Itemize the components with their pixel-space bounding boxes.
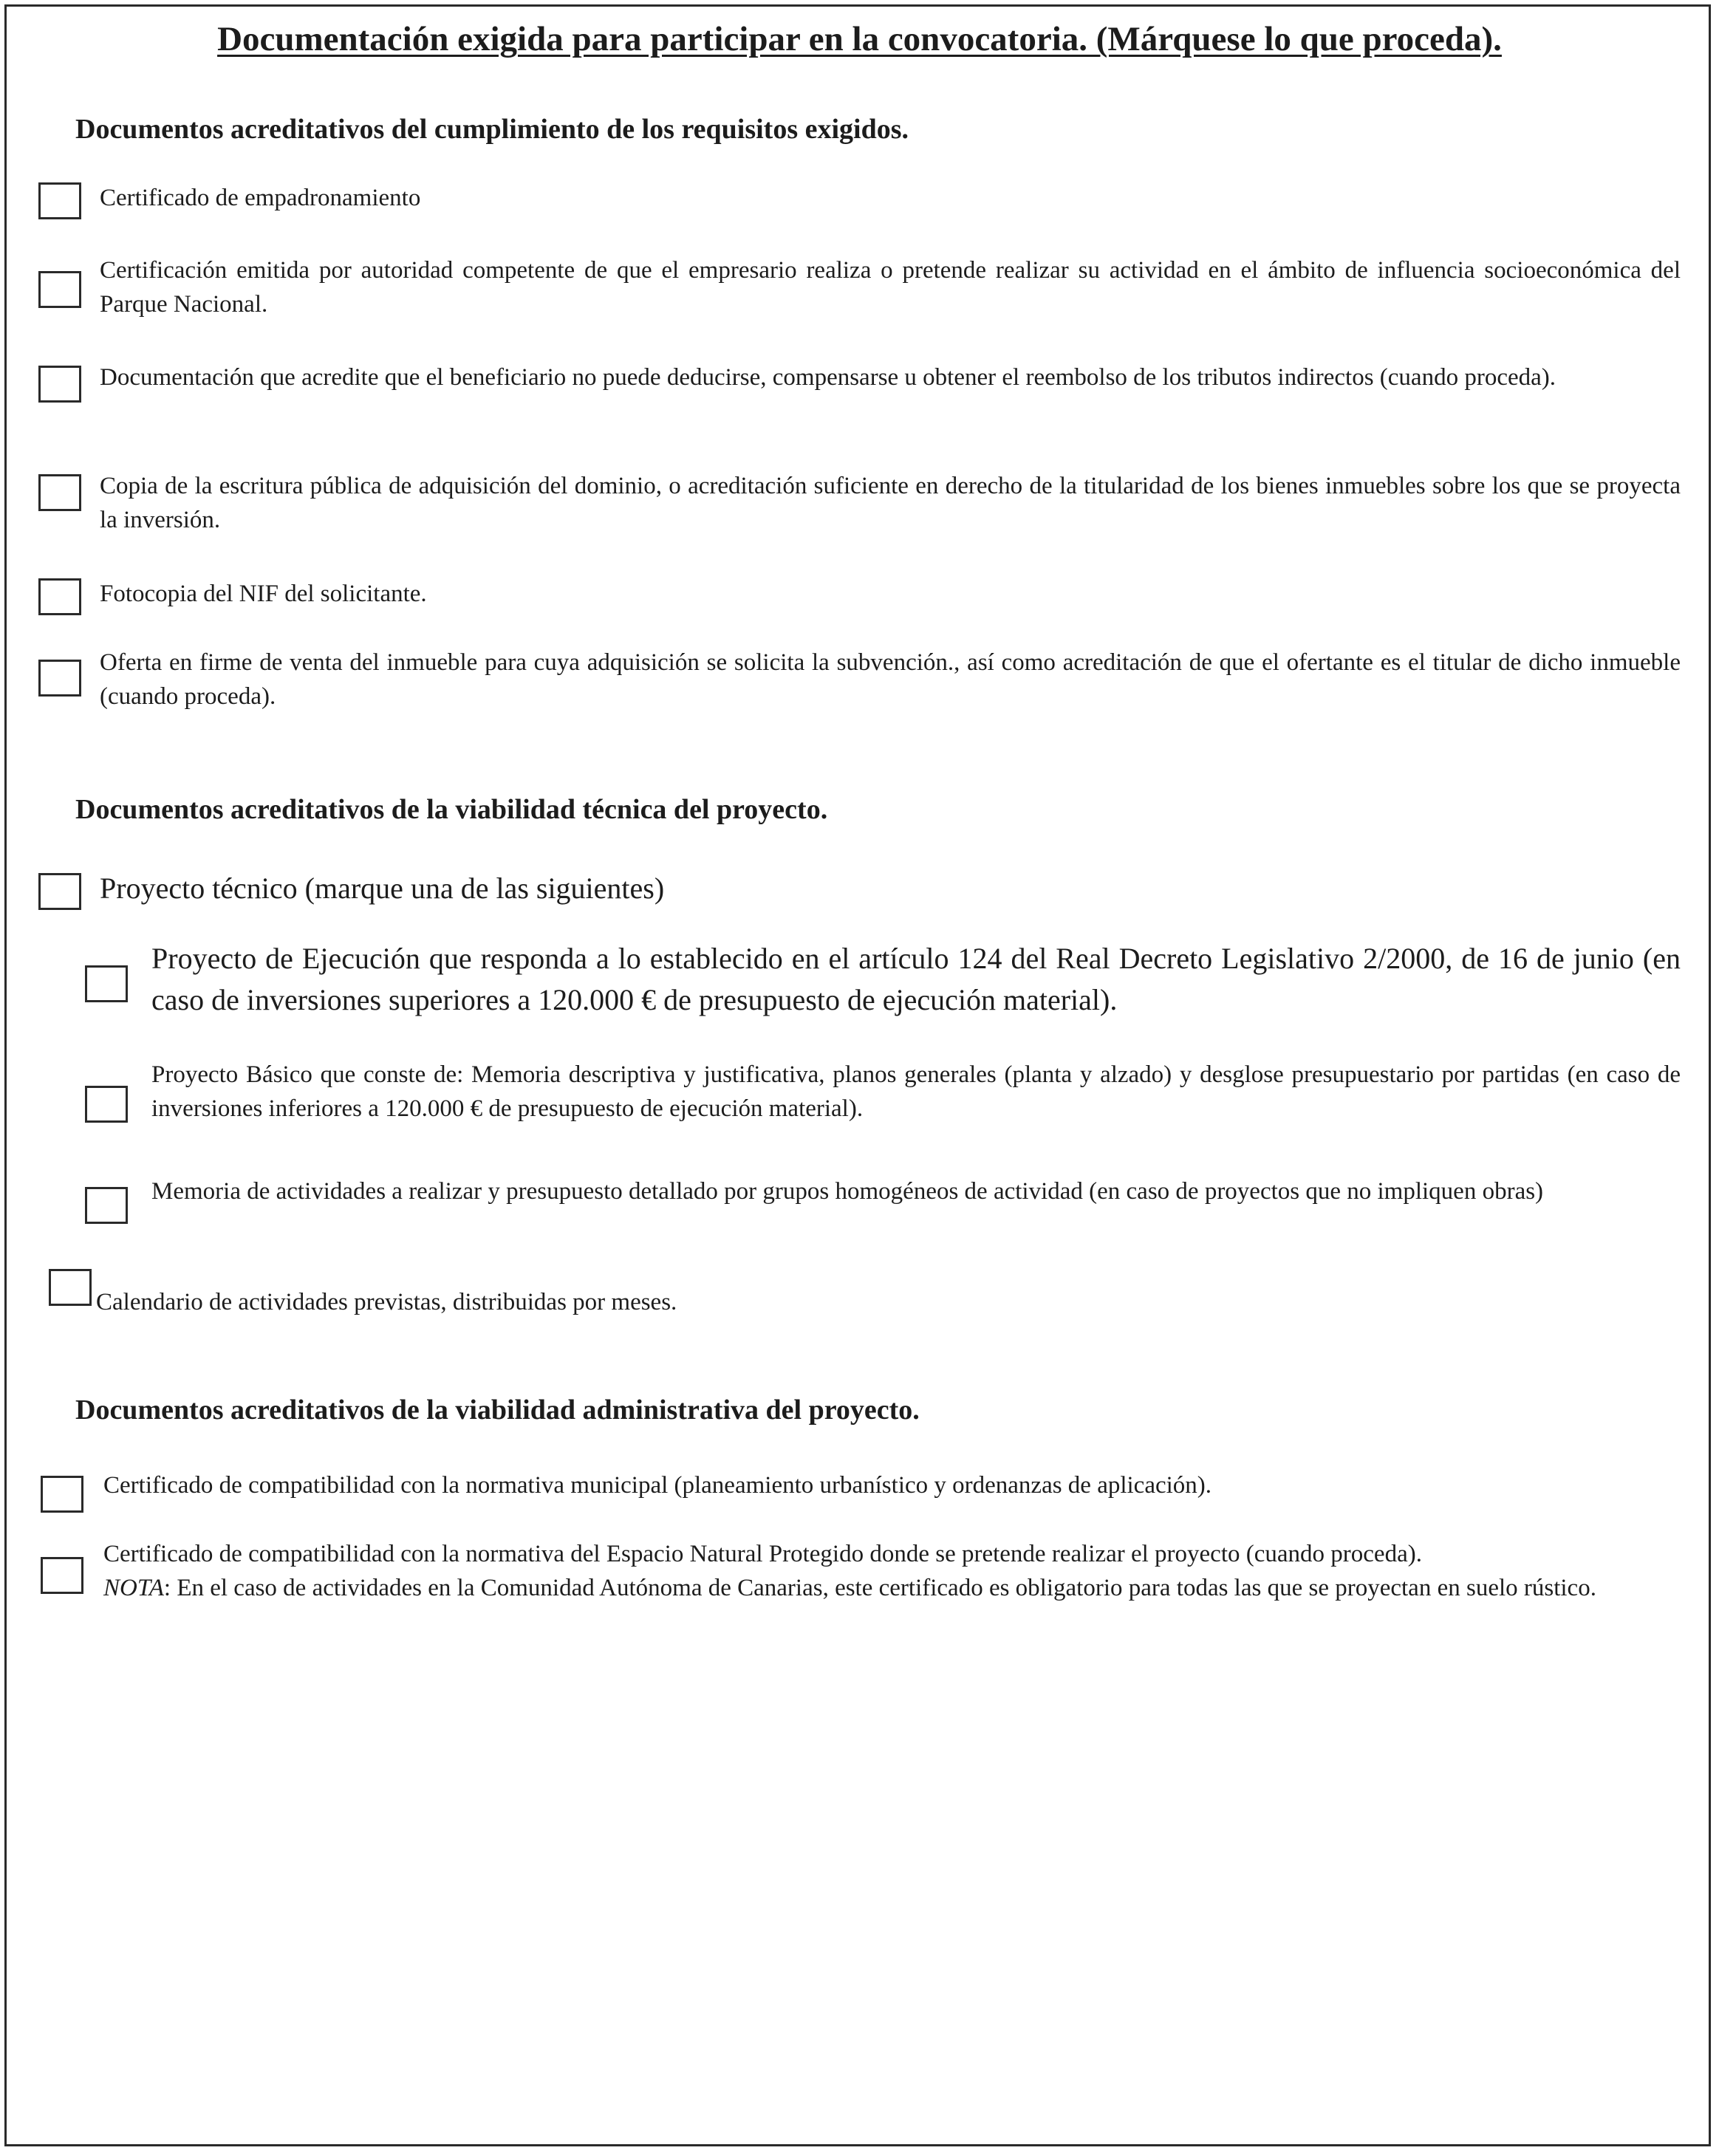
item-compatibilidad-espacio-natural-text: Certificado de compatibilidad con la normativa del Espacio Natural Protegido donde se pretende realizar el proyecto (cuando proceda). <box>103 1541 1422 1567</box>
item-documentacion-tributos: Documentación que acredite que el beneficiario no puede deducirse, compensarse u obtener el reembolso de los tributos indirectos (cuando proceda). <box>100 364 1556 391</box>
item-fotocopia-nif: Fotocopia del NIF del solicitante. <box>100 581 427 607</box>
note-label: NOTA <box>103 1575 164 1601</box>
page-title: Documentación exigida para participar en la convocatoria. (Márquese lo que proceda). <box>217 20 1502 58</box>
item-oferta-venta: Oferta en firme de venta del inmueble para cuya adquisición se solicita la subvención., así como acreditación de que el ofertante es el titular de dicho inmueble (cuando proceda). <box>100 649 1681 710</box>
checkbox-escritura-publica[interactable] <box>38 474 81 511</box>
checkbox-proyecto-ejecucion[interactable] <box>85 965 128 1002</box>
checkbox-calendario-actividades[interactable] <box>49 1269 92 1306</box>
checkbox-oferta-venta[interactable] <box>38 660 81 697</box>
item-proyecto-tecnico: Proyecto técnico (marque una de las siguientes) <box>100 872 665 905</box>
item-certificacion-autoridad: Certificación emitida por autoridad competente de que el empresario realiza o pretende realizar su actividad en el ámbito de influencia socioeconómica del Parque Nacional. <box>100 257 1681 318</box>
checkbox-compatibilidad-espacio-natural[interactable] <box>41 1557 83 1594</box>
checkbox-fotocopia-nif[interactable] <box>38 578 81 615</box>
checkbox-proyecto-basico[interactable] <box>85 1086 128 1123</box>
section-heading-viabilidad-tecnica: Documentos acreditativos de la viabilidad técnica del proyecto. <box>75 794 828 825</box>
checkbox-memoria-actividades[interactable] <box>85 1187 128 1224</box>
checkbox-compatibilidad-municipal[interactable] <box>41 1476 83 1513</box>
item-calendario-actividades: Calendario de actividades previstas, distribuidas por meses. <box>96 1289 677 1315</box>
item-proyecto-basico: Proyecto Básico que conste de: Memoria descriptiva y justificativa, planos generales (planta y alzado) y desglose presupuestario por partidas (en caso de inversiones inferiores a 120.000 € de presupuesto de ejecución material). <box>151 1061 1681 1122</box>
checkbox-proyecto-tecnico[interactable] <box>38 873 81 910</box>
section-heading-requisitos: Documentos acreditativos del cumplimiento de los requisitos exigidos. <box>75 114 909 145</box>
checkbox-documentacion-tributos[interactable] <box>38 366 81 403</box>
note-paragraph <box>103 1571 1681 1605</box>
item-compatibilidad-municipal: Certificado de compatibilidad con la normativa municipal (planeamiento urbanístico y ordenanzas de aplicación). <box>103 1472 1212 1499</box>
section-heading-viabilidad-administrativa: Documentos acreditativos de la viabilidad administrativa del proyecto. <box>75 1394 920 1426</box>
checkbox-empadronamiento[interactable] <box>38 182 81 219</box>
item-escritura-publica: Copia de la escritura pública de adquisición del dominio, o acreditación suficiente en derecho de la titularidad de los bienes inmuebles sobre los que se proyecta la inversión. <box>100 473 1681 533</box>
checkbox-certificacion-autoridad[interactable] <box>38 271 81 308</box>
note-text: : En el caso de actividades en la Comunidad Autónoma de Canarias, este certificado es obligatorio para todas las que se proyectan en suelo rústico. <box>163 1575 1596 1601</box>
item-memoria-actividades: Memoria de actividades a realizar y presupuesto detallado por grupos homogéneos de actividad (en caso de proyectos que no impliquen obras) <box>151 1178 1544 1205</box>
item-proyecto-ejecucion: Proyecto de Ejecución que responda a lo establecido en el artículo 124 del Real Decreto Legislativo 2/2000, de 16 de junio (en caso de inversiones superiores a 120.000 € de presupuesto de ejecución material). <box>151 942 1681 1016</box>
item-compatibilidad-espacio-natural <box>103 1537 1681 1605</box>
item-empadronamiento: Certificado de empadronamiento <box>100 185 421 211</box>
